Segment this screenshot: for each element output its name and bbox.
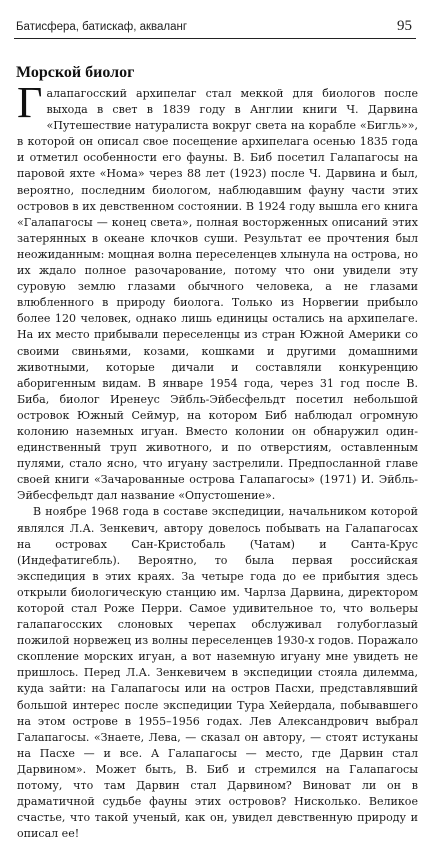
running-head: Батисфера, батискаф, акваланг — [16, 21, 188, 33]
page-number: 95 — [397, 18, 412, 34]
drop-cap: Г — [17, 78, 43, 127]
body-text — [17, 78, 418, 842]
paragraph-2: В ноябре 1968 года в составе экспедиции, начальником которой являлся Л.А. Зенкевич, автору довелось побывать на Галапагосах на островах Сан-Кристобаль (Чатам) и Санта-Крус (Индефатигебль). Вероятно, то была первая российская экспедиция в этих краях. За четыре года до ее прибытия здесь открыли биологическую станцию им. Чарлза Дарвина, директором которой стал Роже Перри. Самое удивительное то, что вольеры галапагосских слоновых черепах обслуживал голубоглазый пожилой норвежец из волны переселенцев 1930-х годов. Поражало скопление морских игуан, а вот наземную игуану мне увидеть не пришлось. Перед Л.А. Зенкевичем в экспедиции стояла дилемма, куда зайти: на Галапагосы или на остров Пасхи, представлявший большой интерес после экспедиции Тура Хейердала, побывавшего на этом острове в 1955–1956 годах. Лев Александрович выбрал Галапагосы. «Знаете, Лева, — сказал он автору, — стоят истуканы на Пасхе — и все. А Галапагосы — место, где Дарвин стал Дарвином». Может быть, В. Биб и стремился на Галапагосы потому, что там Дарвин стал Дарвином? Виноват ли он в драматичной судьбе фауны этих островов? Нисколько. Великое счастье, что такой ученый, как он, увидел девственную природу и описал ее! — [17, 505, 418, 841]
paragraph-1-text: алапагосский архипелаг стал меккой для биологов после выхода в свет в 1839 году в Англии книги Ч. Дарвина «Путешествие натуралиста вокруг света на корабле «Бигль»», в которой он описал свое посещение архипелага осенью 1835 года и отметил особенности его фауны. В. Биб посетил Галапагосы на паровой яхте «Нома» через 88 лет (1923) после Ч. Дарвина и был, вероятно, последним биологом, наблюдавшим фауну части этих островов в их девственном состоянии. В 1924 году вышла его книга «Галапагосы — конец света», полная восторженных описаний этих затерянных в океане клочков суши. Результат ее прочтения был неожиданным: мощная волна переселенцев хлынула на острова, но их ждало полное разочарование, потому что они увидели эту суровую землю глазами обычного человека, а не глазами влюбленного в природу биолога. Только из Норвегии прибыло более 120 человек, однако лишь единицы остались на архипелаге. На их место прибывали переселенцы из стран Южной Америки со своими свиньями, козами, кошками и другими домашними животными, которые дичали и составляли конкуренцию аборигенным видам. В январе 1954 года, через 31 год после В. Биба, биолог Иренеус Эйбль-Эйбесфельдт посетил небольшой островок Южный Сеймур, на котором Биб наблюдал огромную колонию наземных игуан. Вместо колонии он обнаружил один-единственный труп животного, и по отверстиям, оставленным пулями, стало ясно, что игуану застрелили. Предпосланной главе своей книги «Зачарованные острова Галапагосы» (1971) И. Эйбль-Эйбесфельдт дал название «Опустошение». — [17, 87, 418, 503]
section-title: Морской биолог — [16, 64, 135, 81]
page-header — [14, 20, 416, 39]
paragraph-1 — [17, 78, 418, 504]
